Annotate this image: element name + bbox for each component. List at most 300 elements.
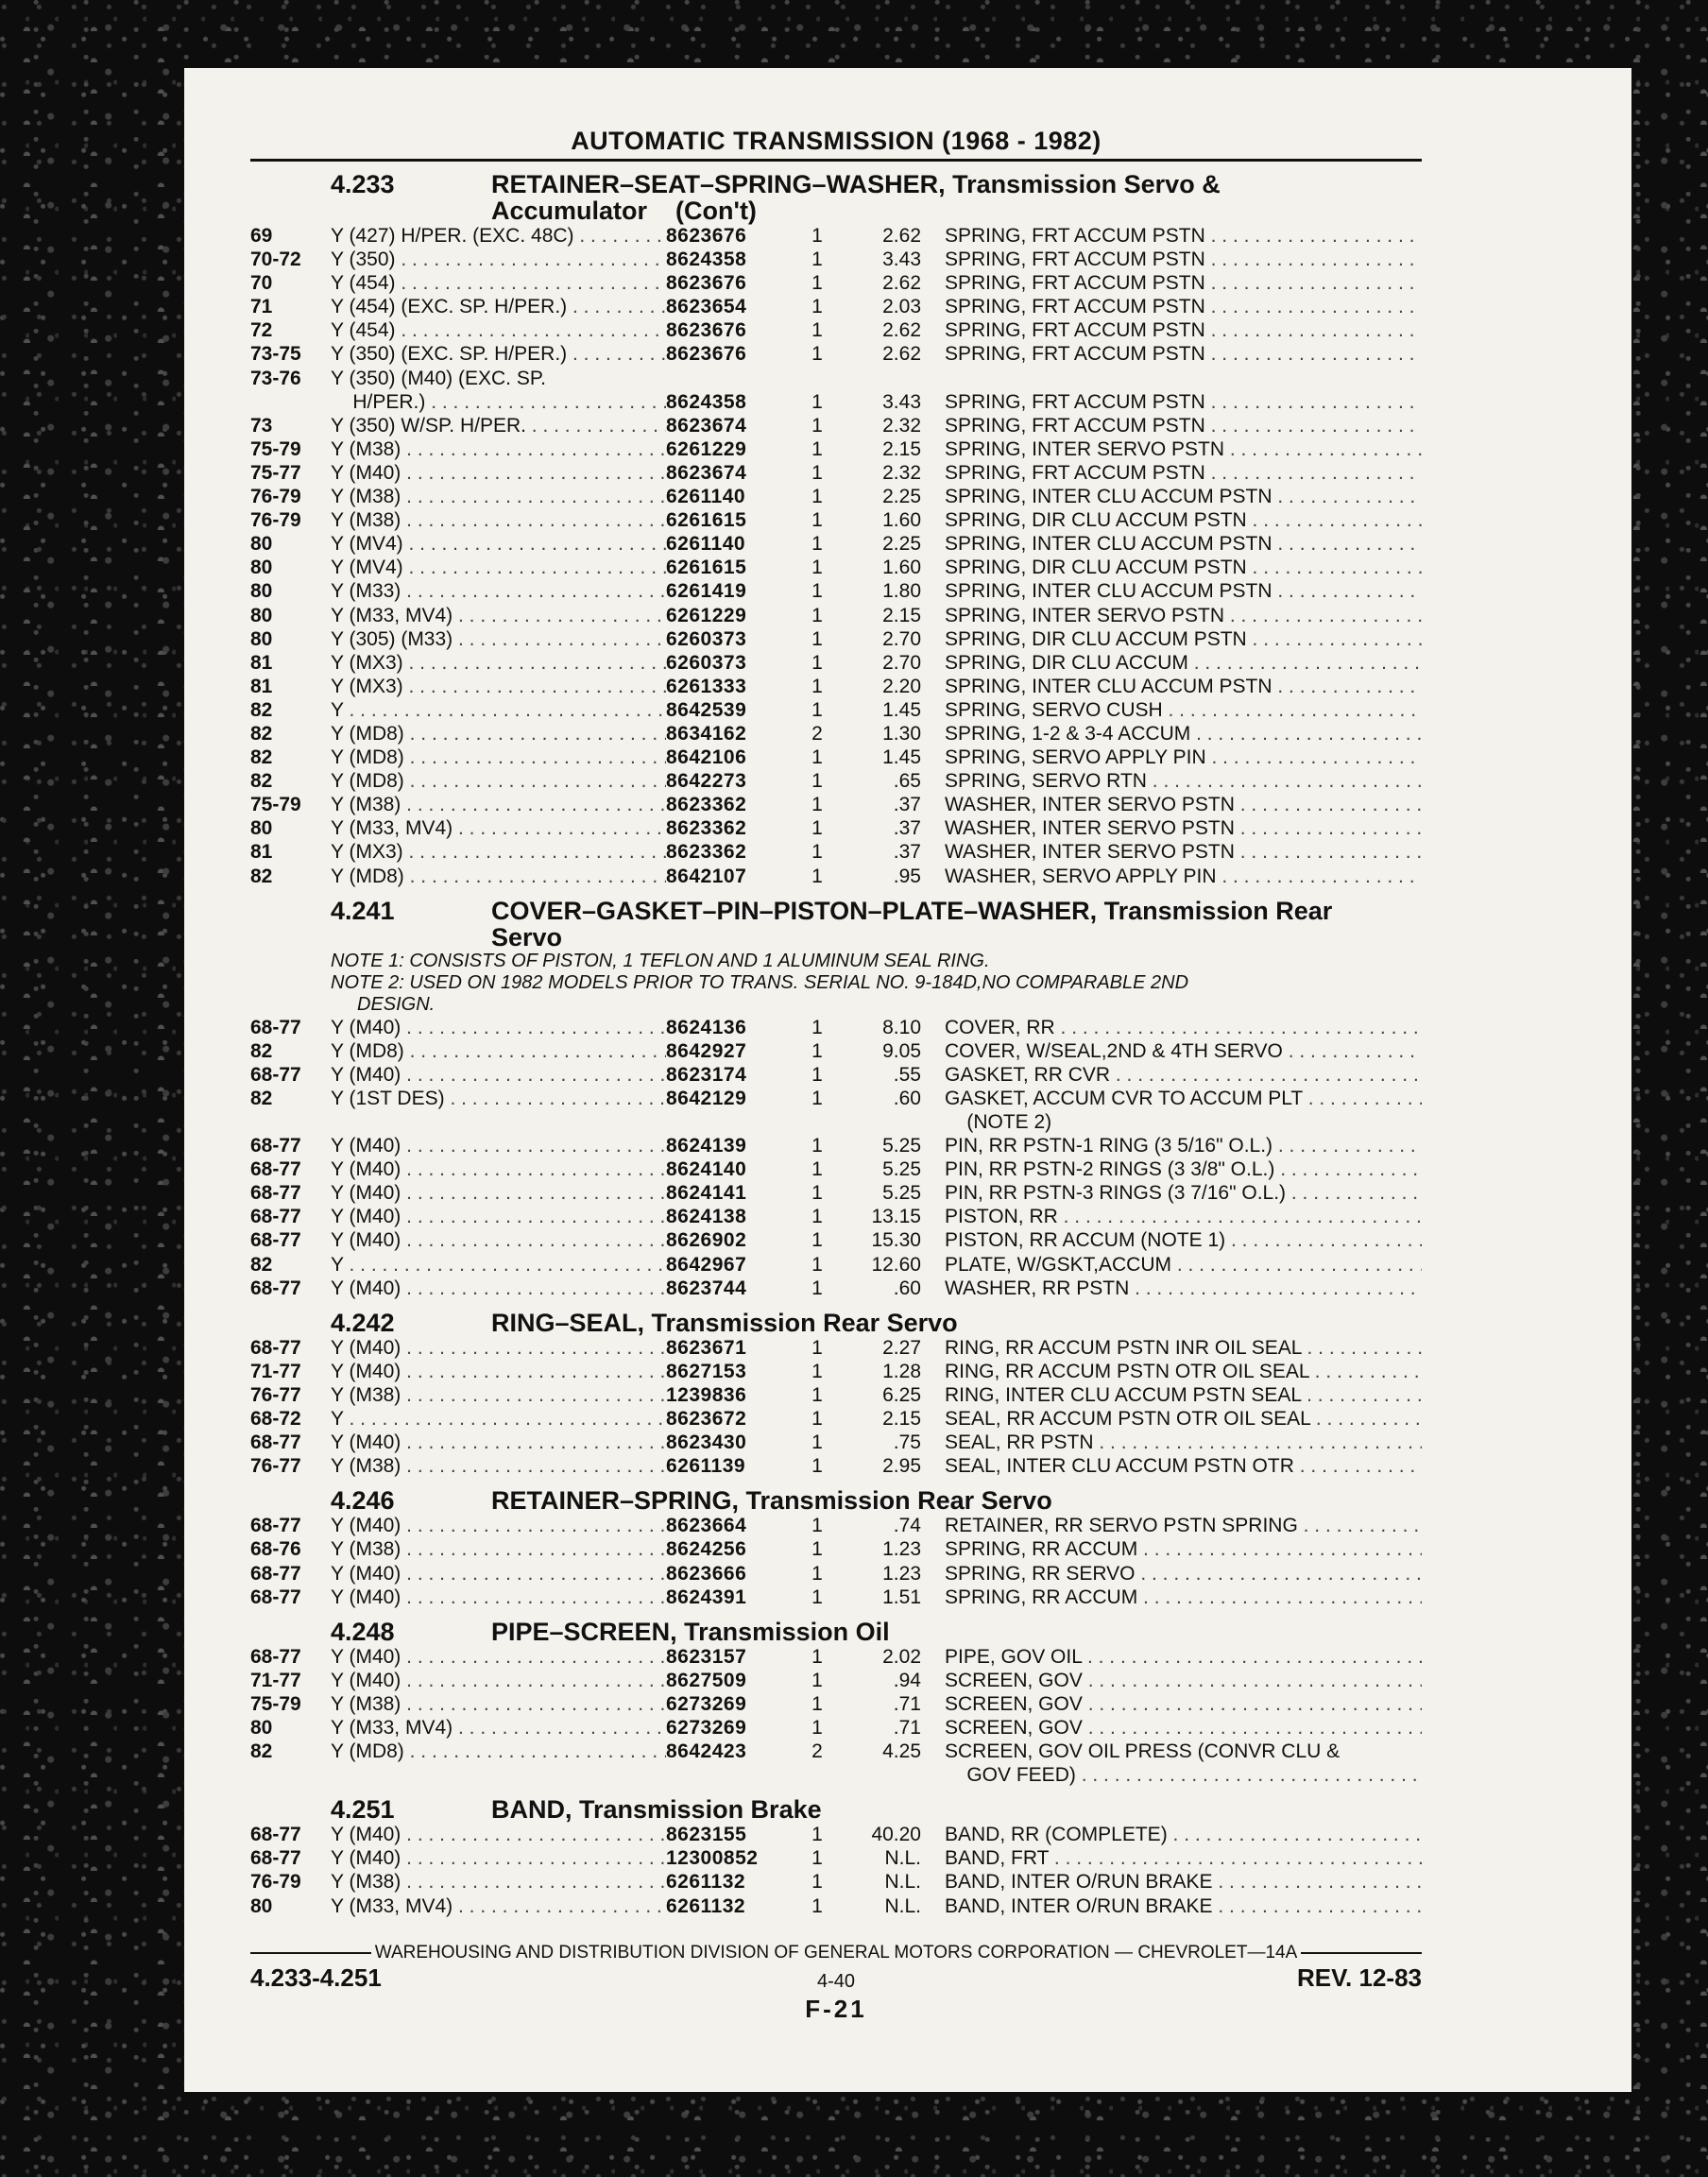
model-code: Y (M40) . . . bbox=[331, 1228, 666, 1252]
part-row bbox=[250, 1716, 1422, 1740]
part-row bbox=[250, 1039, 1422, 1063]
model-years: 68-77 bbox=[250, 1206, 301, 1228]
footer-division-line bbox=[250, 1943, 1422, 1963]
part-number: 6261132 bbox=[666, 1871, 746, 1894]
quantity: 1 bbox=[811, 486, 823, 508]
part-number: 8634162 bbox=[666, 722, 747, 745]
part-row bbox=[250, 746, 1422, 769]
model-years: 68-77 bbox=[250, 1135, 301, 1157]
model-years: 80 bbox=[250, 1894, 273, 1917]
model-years: 68-77 bbox=[250, 1431, 301, 1454]
price: N.L. bbox=[884, 1894, 921, 1917]
part-description: PLATE, W/GSKT,ACCUM . . . bbox=[945, 1253, 1422, 1277]
part-description: SCREEN, GOV . . . bbox=[945, 1692, 1422, 1716]
model-years: 68-77 bbox=[250, 1847, 301, 1870]
section-number: 4.251 bbox=[331, 1795, 395, 1825]
section-4-251 bbox=[250, 1796, 1422, 1917]
quantity: 1 bbox=[811, 627, 823, 650]
model-code: Y . . . bbox=[331, 1407, 666, 1431]
price bbox=[836, 1110, 945, 1134]
model-code: Y (M33, MV4) . . . bbox=[331, 1716, 666, 1740]
quantity: 1 bbox=[811, 794, 823, 816]
quantity: 1 bbox=[811, 1063, 823, 1086]
part-number: 8623744 bbox=[666, 1277, 747, 1299]
model-years: 76-79 bbox=[250, 1871, 301, 1894]
model-years: 68-77 bbox=[250, 1063, 301, 1086]
model-years: 80 bbox=[250, 557, 273, 579]
model-years: 68-77 bbox=[250, 1645, 301, 1668]
part-number: 6261333 bbox=[666, 675, 747, 697]
price: .95 bbox=[893, 865, 921, 887]
quantity: 1 bbox=[811, 865, 823, 887]
model-code: Y (350) (M40) (EXC. SP. bbox=[331, 367, 546, 389]
model-years: 82 bbox=[250, 770, 273, 793]
section-4-242 bbox=[250, 1310, 1422, 1479]
model-years: 70 bbox=[250, 272, 273, 295]
model-code: Y (M33, MV4) . . . bbox=[331, 816, 666, 840]
part-row bbox=[250, 1740, 1422, 1763]
part-row bbox=[250, 1157, 1422, 1181]
model-years: 68-77 bbox=[250, 1158, 301, 1181]
model-code: Y (M38) . . . bbox=[331, 1383, 666, 1407]
price: .65 bbox=[893, 770, 921, 793]
section-note-text: NOTE 2: USED ON 1982 MODELS PRIOR TO TRANS. SERIAL NO. 9-184D,NO COMPARABLE 2ND bbox=[331, 971, 1189, 993]
model-code: Y (M40) . . . bbox=[331, 461, 666, 485]
part-description: SEAL, INTER CLU ACCUM PSTN OTR . . . bbox=[945, 1454, 1422, 1478]
part-row bbox=[250, 1360, 1422, 1383]
model-years: 80 bbox=[250, 627, 273, 650]
part-row bbox=[250, 1253, 1422, 1277]
model-code: Y (M33, MV4) . . . bbox=[331, 604, 666, 627]
section-4-233 bbox=[250, 171, 1422, 888]
part-row bbox=[250, 224, 1422, 248]
price: .94 bbox=[893, 1669, 921, 1691]
price: 2.20 bbox=[882, 675, 921, 697]
model-code: Y (M38) . . . bbox=[331, 437, 666, 461]
footer-division-text: WAREHOUSING AND DISTRIBUTION DIVISION OF GENERAL MOTORS CORPORATION — CHEVROLET—14A bbox=[374, 1942, 1298, 1963]
model-code: Y (MV4) . . . bbox=[331, 556, 666, 579]
part-description: SPRING, DIR CLU ACCUM PSTN . . . bbox=[945, 508, 1422, 532]
part-description: WASHER, INTER SERVO PSTN . . . bbox=[945, 816, 1422, 840]
part-row bbox=[250, 1277, 1422, 1300]
section-title-continued bbox=[491, 924, 1422, 951]
part-row bbox=[250, 532, 1422, 556]
price: .71 bbox=[893, 1716, 921, 1739]
model-code: Y (M38) . . . bbox=[331, 485, 666, 508]
price: 13.15 bbox=[871, 1206, 921, 1228]
part-number: 8623666 bbox=[666, 1562, 747, 1585]
part-number: 8642129 bbox=[666, 1087, 747, 1109]
part-description: BAND, INTER O/RUN BRAKE . . . bbox=[945, 1870, 1422, 1894]
model-years: 76-77 bbox=[250, 1455, 301, 1478]
model-years: 80 bbox=[250, 1716, 273, 1739]
part-number: 6261132 bbox=[666, 1894, 746, 1917]
part-description: SPRING, SERVO APPLY PIN . . . bbox=[945, 746, 1422, 769]
part-description: WASHER, SERVO APPLY PIN . . . bbox=[945, 865, 1422, 888]
model-code: Y (M38) . . . bbox=[331, 1692, 666, 1716]
price: 5.25 bbox=[882, 1158, 921, 1181]
part-number: 6260373 bbox=[666, 651, 747, 674]
section-4-248 bbox=[250, 1619, 1422, 1788]
part-description: GASKET, ACCUM CVR TO ACCUM PLT . . . bbox=[945, 1087, 1422, 1110]
part-row bbox=[250, 271, 1422, 295]
quantity: 1 bbox=[811, 1383, 823, 1406]
price: 1.60 bbox=[882, 557, 921, 579]
part-number: 8623430 bbox=[666, 1431, 747, 1454]
part-row bbox=[250, 461, 1422, 485]
model-code: Y (MD8) . . . bbox=[331, 865, 666, 888]
price: 2.62 bbox=[882, 319, 921, 342]
price: N.L. bbox=[884, 1871, 921, 1894]
part-number: 8642927 bbox=[666, 1039, 747, 1062]
model-code: Y (MX3) . . . bbox=[331, 840, 666, 864]
model-years: 68-77 bbox=[250, 1336, 301, 1359]
part-row bbox=[250, 556, 1422, 579]
part-row bbox=[250, 1562, 1422, 1586]
model-code: Y (M40) . . . bbox=[331, 1336, 666, 1360]
footer-revision: REV. 12-83 bbox=[1296, 1963, 1422, 1992]
model-code: Y (M40) . . . bbox=[331, 1669, 666, 1692]
model-code: Y (454) . . . bbox=[331, 318, 666, 342]
model-code: Y (M40) . . . bbox=[331, 1063, 666, 1087]
quantity: 1 bbox=[811, 1408, 823, 1431]
part-description: SPRING, INTER CLU ACCUM PSTN . . . bbox=[945, 675, 1422, 698]
model-years: 82 bbox=[250, 746, 273, 769]
part-number: 8642107 bbox=[666, 865, 747, 887]
quantity bbox=[798, 1763, 836, 1787]
part-description: RING, RR ACCUM PSTN INR OIL SEAL . . . bbox=[945, 1336, 1422, 1360]
quantity: 1 bbox=[811, 1360, 823, 1382]
quantity: 1 bbox=[811, 533, 823, 556]
part-description: SPRING, RR ACCUM . . . bbox=[945, 1537, 1422, 1561]
part-number: 6260373 bbox=[666, 627, 747, 650]
part-description: SPRING, FRT ACCUM PSTN . . . bbox=[945, 271, 1422, 295]
part-row bbox=[250, 816, 1422, 840]
model-years: 75-79 bbox=[250, 1692, 301, 1715]
quantity: 1 bbox=[811, 414, 823, 437]
part-number: 8623676 bbox=[666, 319, 747, 342]
model-code: Y (350) W/SP. H/PER. . . . bbox=[331, 414, 666, 437]
parts-sections bbox=[250, 171, 1422, 1918]
model-code: Y (350) . . . bbox=[331, 248, 666, 271]
part-row bbox=[250, 1205, 1422, 1228]
part-number: 8624136 bbox=[666, 1016, 747, 1038]
model-code bbox=[331, 1110, 666, 1134]
footer-rule-right bbox=[1301, 1952, 1422, 1954]
price: 3.43 bbox=[882, 249, 921, 271]
model-years: 82 bbox=[250, 722, 273, 745]
part-number: 6261419 bbox=[666, 580, 747, 603]
model-code: Y (1ST DES) . . . bbox=[331, 1087, 666, 1110]
page-title: AUTOMATIC TRANSMISSION (1968 - 1982) bbox=[571, 127, 1102, 155]
quantity: 1 bbox=[811, 437, 823, 460]
model-code: Y (MX3) . . . bbox=[331, 675, 666, 698]
part-description: SPRING, SERVO RTN . . . bbox=[945, 769, 1422, 793]
model-years: 73 bbox=[250, 414, 273, 437]
section-title-line2: Accumulator bbox=[491, 197, 648, 225]
price: 2.70 bbox=[882, 651, 921, 674]
section-number: 4.241 bbox=[331, 896, 395, 925]
section-title: COVER–GASKET–PIN–PISTON–PLATE–WASHER, Transmission Rear bbox=[491, 896, 1333, 925]
model-years: 69 bbox=[250, 225, 273, 247]
section-number: 4.233 bbox=[331, 170, 395, 198]
section-title-block bbox=[491, 1487, 1422, 1514]
quantity: 1 bbox=[811, 509, 823, 532]
price bbox=[836, 1763, 945, 1787]
part-row bbox=[250, 1383, 1422, 1407]
part-number: 6261140 bbox=[666, 533, 746, 556]
section-note bbox=[250, 972, 1422, 994]
model-code: Y (MD8) . . . bbox=[331, 1740, 666, 1763]
part-description: SEAL, RR PSTN . . . bbox=[945, 1431, 1422, 1454]
quantity: 1 bbox=[811, 580, 823, 603]
model-code bbox=[331, 1763, 666, 1787]
model-code: Y (M38) . . . bbox=[331, 1454, 666, 1478]
quantity: 1 bbox=[811, 1336, 823, 1359]
model-code: Y (M38) . . . bbox=[331, 1870, 666, 1894]
part-description: SPRING, FRT ACCUM PSTN . . . bbox=[945, 461, 1422, 485]
part-description: SEAL, RR ACCUM PSTN OTR OIL SEAL . . . bbox=[945, 1407, 1422, 1431]
part-description: SCREEN, GOV OIL PRESS (CONVR CLU & bbox=[945, 1740, 1341, 1763]
part-description: PIN, RR PSTN-2 RINGS (3 3/8" O.L.) . . . bbox=[945, 1157, 1422, 1181]
part-description: GASKET, RR CVR . . . bbox=[945, 1063, 1422, 1087]
part-description: BAND, FRT . . . bbox=[945, 1846, 1422, 1870]
model-code: Y (454) . . . bbox=[331, 271, 666, 295]
price bbox=[836, 367, 945, 390]
part-number bbox=[666, 1110, 798, 1134]
part-row bbox=[250, 1431, 1422, 1454]
section-heading bbox=[250, 1619, 1422, 1645]
part-description: PISTON, RR ACCUM (NOTE 1) . . . bbox=[945, 1228, 1422, 1252]
part-number: 8624391 bbox=[666, 1586, 747, 1608]
part-row bbox=[250, 865, 1422, 888]
catalog-page bbox=[184, 68, 1631, 2092]
price: .60 bbox=[893, 1087, 921, 1109]
price: 2.15 bbox=[882, 437, 921, 460]
price: 2.03 bbox=[882, 296, 921, 318]
quantity: 1 bbox=[811, 296, 823, 318]
price: 2.27 bbox=[882, 1336, 921, 1359]
model-years: 82 bbox=[250, 1087, 273, 1109]
part-number: 8627153 bbox=[666, 1360, 747, 1382]
part-row bbox=[250, 1134, 1422, 1157]
part-number: 6261229 bbox=[666, 437, 747, 460]
part-number: 1239836 bbox=[666, 1383, 747, 1406]
part-number: 6273269 bbox=[666, 1716, 747, 1739]
part-row bbox=[250, 1063, 1422, 1087]
part-row bbox=[250, 604, 1422, 627]
model-years: 68-77 bbox=[250, 1182, 301, 1205]
price: 9.05 bbox=[882, 1039, 921, 1062]
part-number: 8623362 bbox=[666, 794, 747, 816]
section-number: 4.248 bbox=[331, 1617, 395, 1646]
model-code: Y (M40) . . . bbox=[331, 1134, 666, 1157]
model-code: Y (427) H/PER. (EXC. 48C) . . . bbox=[331, 224, 666, 248]
price: 2.62 bbox=[882, 225, 921, 247]
part-row bbox=[250, 1110, 1422, 1134]
quantity: 1 bbox=[811, 390, 823, 413]
part-description: SPRING, INTER SERVO PSTN . . . bbox=[945, 604, 1422, 627]
price: 1.51 bbox=[882, 1586, 921, 1608]
footer-section-range: 4.233-4.251 bbox=[250, 1963, 382, 1992]
part-row bbox=[250, 367, 1422, 390]
quantity: 1 bbox=[811, 1515, 823, 1537]
price: 2.62 bbox=[882, 343, 921, 366]
part-row bbox=[250, 1537, 1422, 1561]
section-title-block bbox=[491, 898, 1422, 951]
model-code: Y (M33) . . . bbox=[331, 579, 666, 603]
part-description: WASHER, RR PSTN . . . bbox=[945, 1277, 1422, 1300]
quantity: 1 bbox=[811, 675, 823, 697]
quantity: 1 bbox=[811, 1824, 823, 1846]
quantity: 1 bbox=[811, 841, 823, 864]
part-row bbox=[250, 793, 1422, 816]
quantity: 1 bbox=[811, 557, 823, 579]
part-description: SPRING, SERVO CUSH . . . bbox=[945, 698, 1422, 722]
model-code: Y (M33, MV4) . . . bbox=[331, 1894, 666, 1918]
part-description: SPRING, FRT ACCUM PSTN . . . bbox=[945, 318, 1422, 342]
quantity: 1 bbox=[811, 1871, 823, 1894]
part-description: BAND, INTER O/RUN BRAKE . . . bbox=[945, 1894, 1422, 1918]
section-title-block bbox=[491, 1310, 1422, 1336]
model-years: 75-79 bbox=[250, 794, 301, 816]
part-row bbox=[250, 1336, 1422, 1360]
part-number: 8624138 bbox=[666, 1206, 747, 1228]
section-title-block bbox=[491, 1619, 1422, 1645]
part-number bbox=[666, 1763, 798, 1787]
quantity: 1 bbox=[811, 225, 823, 247]
footer-page-number: 4-40 bbox=[816, 1970, 856, 1992]
part-description: SPRING, INTER CLU ACCUM PSTN . . . bbox=[945, 485, 1422, 508]
price: .71 bbox=[893, 1692, 921, 1715]
model-years: 82 bbox=[250, 1253, 273, 1276]
part-number: 8623362 bbox=[666, 817, 747, 840]
part-number: 8623157 bbox=[666, 1645, 747, 1668]
model-code: H/PER.) . . . bbox=[331, 390, 666, 414]
quantity: 1 bbox=[811, 1692, 823, 1715]
part-description: BAND, RR (COMPLETE) . . . bbox=[945, 1823, 1422, 1846]
model-years: 68-77 bbox=[250, 1562, 301, 1585]
model-years: 68-77 bbox=[250, 1824, 301, 1846]
model-years: 75-77 bbox=[250, 461, 301, 484]
part-row bbox=[250, 1870, 1422, 1894]
quantity bbox=[798, 1110, 836, 1134]
model-years: 68-77 bbox=[250, 1586, 301, 1608]
part-description: (NOTE 2) bbox=[945, 1111, 1052, 1133]
part-description: SPRING, DIR CLU ACCUM PSTN . . . bbox=[945, 627, 1422, 651]
part-row bbox=[250, 248, 1422, 271]
part-description: SPRING, FRT ACCUM PSTN . . . bbox=[945, 248, 1422, 271]
part-row bbox=[250, 485, 1422, 508]
model-code: Y (M40) . . . bbox=[331, 1016, 666, 1039]
part-description: SPRING, RR SERVO . . . bbox=[945, 1562, 1422, 1586]
section-heading bbox=[250, 171, 1422, 224]
price: 12.60 bbox=[871, 1253, 921, 1276]
quantity: 1 bbox=[811, 651, 823, 674]
footer-rule-left bbox=[250, 1952, 371, 1954]
part-row bbox=[250, 627, 1422, 651]
part-row bbox=[250, 390, 1422, 414]
part-row bbox=[250, 1454, 1422, 1478]
model-years bbox=[250, 390, 331, 414]
section-title-line2: Servo bbox=[491, 922, 563, 951]
price: 5.25 bbox=[882, 1135, 921, 1157]
price: 1.23 bbox=[882, 1538, 921, 1561]
part-number: 8623676 bbox=[666, 272, 747, 295]
quantity: 1 bbox=[811, 1277, 823, 1299]
part-number: 6261229 bbox=[666, 604, 747, 626]
section-title: RETAINER–SEAT–SPRING–WASHER, Transmission Servo & bbox=[491, 170, 1221, 198]
model-code: Y (M40) . . . bbox=[331, 1157, 666, 1181]
model-years: 68-77 bbox=[250, 1277, 301, 1299]
part-description bbox=[945, 367, 1422, 390]
price: .74 bbox=[893, 1515, 921, 1537]
quantity: 1 bbox=[811, 1229, 823, 1252]
quantity: 1 bbox=[811, 1431, 823, 1454]
model-years: 68-72 bbox=[250, 1408, 301, 1431]
part-description: COVER, RR . . . bbox=[945, 1016, 1422, 1039]
quantity: 1 bbox=[811, 770, 823, 793]
model-years: 68-77 bbox=[250, 1229, 301, 1252]
quantity: 1 bbox=[811, 1586, 823, 1608]
part-number: 8624358 bbox=[666, 390, 747, 413]
model-code: Y (M40) . . . bbox=[331, 1514, 666, 1537]
quantity: 1 bbox=[811, 1847, 823, 1870]
part-row bbox=[250, 675, 1422, 698]
part-row bbox=[250, 1692, 1422, 1716]
part-row bbox=[250, 1181, 1422, 1205]
part-number: 6261615 bbox=[666, 557, 747, 579]
part-description: SPRING, INTER SERVO PSTN . . . bbox=[945, 437, 1422, 461]
quantity: 2 bbox=[811, 1740, 823, 1763]
model-years: 76-79 bbox=[250, 486, 301, 508]
section-title-block bbox=[491, 1796, 1422, 1823]
part-row bbox=[250, 840, 1422, 864]
price: 1.23 bbox=[882, 1562, 921, 1585]
part-row bbox=[250, 1669, 1422, 1692]
section-note-text: NOTE 1: CONSISTS OF PISTON, 1 TEFLON AND 1 ALUMINUM SEAL RING. bbox=[331, 950, 990, 971]
part-number: 8624139 bbox=[666, 1135, 747, 1157]
quantity: 1 bbox=[811, 1087, 823, 1109]
model-code: Y (M40) . . . bbox=[331, 1562, 666, 1586]
part-row bbox=[250, 722, 1422, 746]
part-number: 8642539 bbox=[666, 698, 747, 721]
price: .37 bbox=[893, 794, 921, 816]
quantity: 1 bbox=[811, 1039, 823, 1062]
part-number: 8624358 bbox=[666, 249, 747, 271]
price: 1.45 bbox=[882, 746, 921, 769]
quantity: 1 bbox=[811, 1645, 823, 1668]
model-years: 81 bbox=[250, 651, 273, 674]
part-row bbox=[250, 651, 1422, 675]
model-code: Y (M40) . . . bbox=[331, 1846, 666, 1870]
section-note-text: DESIGN. bbox=[357, 993, 436, 1015]
price: 2.70 bbox=[882, 627, 921, 650]
part-number: 8623674 bbox=[666, 414, 747, 437]
part-description: WASHER, INTER SERVO PSTN . . . bbox=[945, 840, 1422, 864]
section-note bbox=[250, 951, 1422, 972]
part-number: 8623174 bbox=[666, 1063, 747, 1086]
price: .75 bbox=[893, 1431, 921, 1454]
part-description: COVER, W/SEAL,2ND & 4TH SERVO . . . bbox=[945, 1039, 1422, 1063]
part-row bbox=[250, 1016, 1422, 1039]
price: 2.15 bbox=[882, 1408, 921, 1431]
part-row bbox=[250, 1846, 1422, 1870]
quantity: 1 bbox=[811, 698, 823, 721]
model-code: Y (350) (EXC. SP. H/PER.) . . . bbox=[331, 342, 666, 366]
section-heading bbox=[250, 898, 1422, 951]
quantity: 1 bbox=[811, 1716, 823, 1739]
